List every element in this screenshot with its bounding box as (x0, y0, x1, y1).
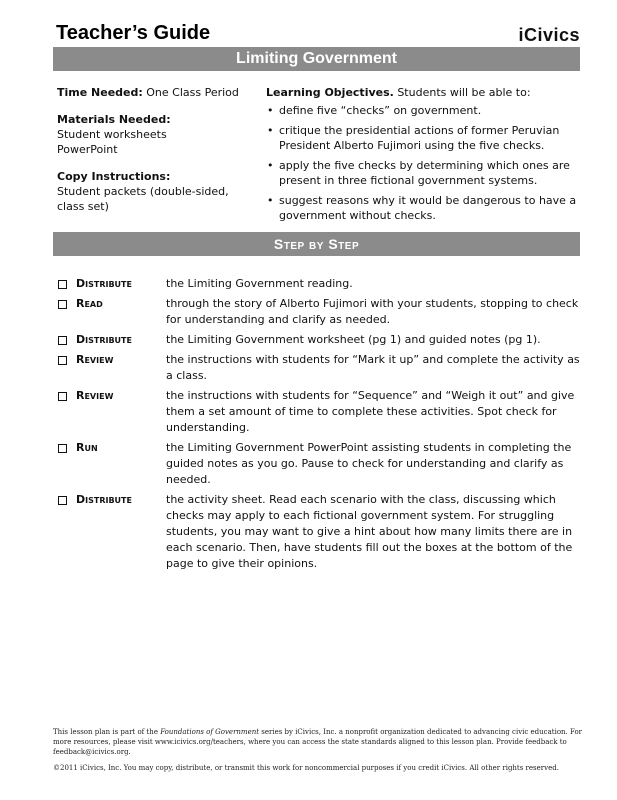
step-item (58, 492, 580, 572)
step-verb: Distribute (76, 493, 132, 506)
footer-text: series by iCivics, Inc. a nonprofit organization dedicated to advancing civic education. For more resources, please visit www.icivics.org/teachers, where you can access the state standards aligned to this lesson plan. Provide feedback to feedback@icivics.org. (53, 728, 583, 756)
step-description: the instructions with students for “Mark it up” and complete the activity as a class. (166, 353, 580, 382)
learning-objectives (266, 85, 584, 228)
step-verb: Read (76, 297, 103, 310)
page-header (53, 22, 580, 46)
time-needed-label: Time Needed: (57, 86, 143, 99)
step-item (58, 332, 580, 348)
checkbox-icon[interactable] (58, 300, 67, 309)
materials-label: Materials Needed: (57, 113, 171, 126)
copy-instructions-value: Student packets (double-sided, class set) (57, 185, 229, 213)
checkbox-icon[interactable] (58, 280, 67, 289)
time-needed (57, 85, 252, 100)
objectives-label: Learning Objectives. (266, 86, 394, 99)
materials-needed (57, 112, 252, 157)
objective-item: • apply the five checks by determining which ones are present in three fictional government systems. (266, 158, 584, 188)
footer-text: This lesson plan is part of the (53, 728, 161, 736)
lesson-details (57, 85, 252, 226)
copy-instructions (57, 169, 252, 214)
checkbox-icon[interactable] (58, 356, 67, 365)
objective-item: • critique the presidential actions of former Peruvian President Alberto Fujimori using the five checks. (266, 123, 584, 153)
objectives-list (266, 103, 584, 223)
lesson-title-banner: Limiting Government (53, 47, 580, 71)
step-description: the Limiting Government reading. (166, 277, 353, 290)
page-footer (53, 727, 583, 779)
checkbox-icon[interactable] (58, 444, 67, 453)
copy-instructions-label: Copy Instructions: (57, 170, 171, 183)
time-needed-value: One Class Period (146, 86, 239, 99)
step-verb: Review (76, 353, 114, 366)
objective-item: • suggest reasons why it would be dangerous to have a government without checks. (266, 193, 584, 223)
checkbox-icon[interactable] (58, 336, 67, 345)
objectives-intro: Students will be able to: (397, 86, 531, 99)
step-item (58, 296, 580, 328)
step-item (58, 388, 580, 436)
step-item (58, 352, 580, 384)
objective-item: • define five “checks” on government. (266, 103, 584, 118)
footer-copyright: ©2011 iCivics, Inc. You may copy, distribute, or transmit this work for noncommercial purposes if you credit iCivics. All other rights reserved. (53, 764, 559, 772)
footer-info (53, 727, 583, 757)
step-verb: Distribute (76, 333, 132, 346)
step-description: the Limiting Government worksheet (pg 1) and guided notes (pg 1). (166, 333, 541, 346)
step-verb: Review (76, 389, 114, 402)
step-verb: Distribute (76, 277, 132, 290)
step-item (58, 276, 580, 292)
step-description: the instructions with students for “Sequence” and “Weigh it out” and give them a set amount of time to complete these activities. Spot check for understanding. (166, 389, 575, 434)
icivics-logo: iCivics (518, 25, 580, 45)
step-description: through the story of Alberto Fujimori with your students, stopping to check for understanding and clarify as needed. (166, 297, 579, 326)
checkbox-icon[interactable] (58, 392, 67, 401)
series-name: Foundations of Government (160, 728, 260, 736)
steps-list (58, 276, 580, 576)
material-item: Student worksheets (57, 128, 167, 141)
step-item (58, 440, 580, 488)
material-item: PowerPoint (57, 143, 118, 156)
step-verb: Run (76, 441, 98, 454)
page-title: Teacher’s Guide (56, 22, 211, 44)
step-by-step-banner: Step by Step (53, 232, 580, 256)
step-description: the activity sheet. Read each scenario with the class, discussing which checks may apply to each fictional government system. For struggling students, you may want to give a hint about how many limits there are in each scenario. Then, have students fill out the boxes at the bottom of the page to give their opinions. (166, 493, 573, 570)
checkbox-icon[interactable] (58, 496, 67, 505)
step-description: the Limiting Government PowerPoint assisting students in completing the guided notes as you go. Pause to check for understanding and clarify as needed. (166, 441, 572, 486)
objectives-heading (266, 85, 584, 100)
